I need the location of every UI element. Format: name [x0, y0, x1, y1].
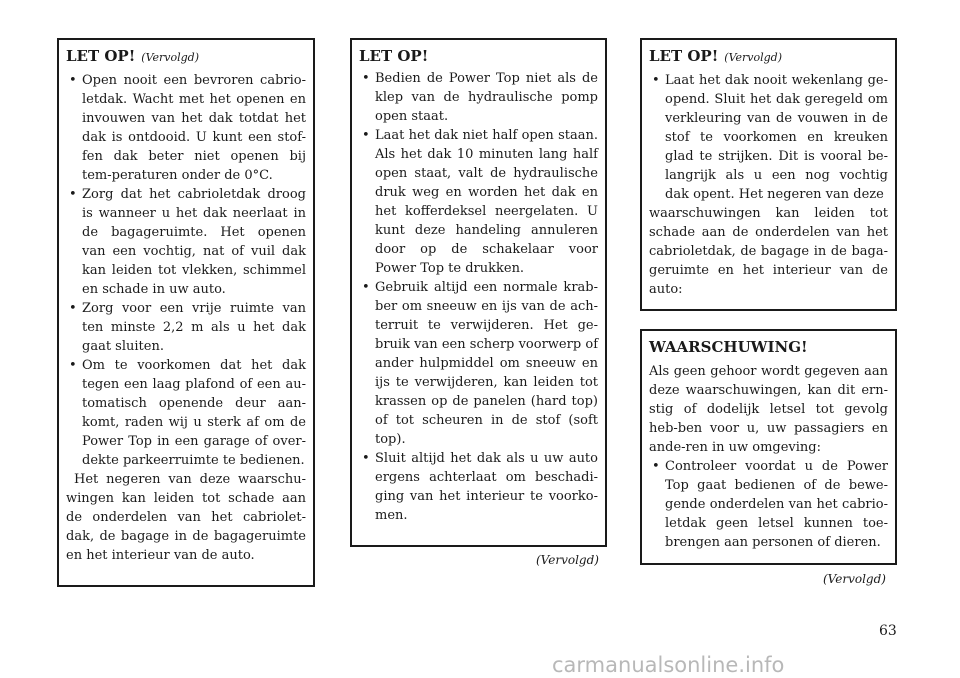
caution-box-col3	[640, 38, 897, 311]
caution-title-text: LET OP!	[649, 47, 719, 65]
continued-note: (Vervolgd)	[823, 572, 886, 586]
continued-label: (Vervolgd)	[724, 51, 783, 64]
caution-item: • Zorg dat het cabrioletdak droog is wanneer u het dak neerlaat in de bagageruimte. Het openen van een vochtig, nat of vuil dak kan leiden tot vlekken, schimmel en schade in uw auto.	[66, 185, 306, 299]
caution-title	[649, 46, 888, 68]
caution-item: • Open nooit een bevroren cabrio-letdak. Wacht met het openen en invouwen van het dak totdat het dak is ontdooid. U kunt een stof-fen dak beter niet openen bij tem-peraturen onder de 0°C.	[66, 71, 306, 185]
warning-title: WAARSCHUWING!	[649, 338, 808, 356]
caution-list	[649, 71, 888, 204]
caution-item: • Laat het dak nooit wekenlang ge-opend. Sluit het dak geregeld om verkleuring van de vouwen in de stof te voorkomen en kreuken glad te strijken. Dit is vooral be-langrijk als u een nog vochtig dak opent. Het negeren van deze	[649, 71, 888, 204]
page-number: 63	[879, 623, 897, 639]
caution-item: • Bedien de Power Top niet als de klep van de hydraulische pomp open staat.	[359, 69, 598, 126]
caution-title: LET OP!	[359, 47, 429, 65]
caution-box-col1	[57, 38, 315, 587]
caution-title	[66, 46, 306, 68]
caution-list	[66, 71, 306, 470]
caution-paragraph: waarschuwingen kan leiden tot schade aan de onderdelen van het cabrioletdak, de bagage in de baga-geruimte en het interieur van de auto:	[649, 206, 888, 297]
caution-item: • Laat het dak niet half open staan. Als het dak 10 minuten lang half open staat, valt de hydraulische druk weg en worden het dak en het kofferdeksel neergelaten. U kunt deze handeling annuleren door op de schakelaar voor Power Top te drukken.	[359, 126, 598, 278]
caution-item: • Om te voorkomen dat het dak tegen een laag plafond of een au-tomatisch openende deur aan-komt, raden wij u sterk af om de Power Top in een garage of over-dekte parkeerruimte te bedienen.	[66, 356, 306, 470]
warning-list	[649, 457, 888, 552]
continued-label: (Vervolgd)	[141, 51, 200, 64]
continued-note: (Vervolgd)	[536, 553, 599, 567]
caution-item: • Sluit altijd het dak als u uw auto ergens achterlaat om beschadi-ging van het interieur te voorko-men.	[359, 449, 598, 525]
caution-paragraph: Het negeren van deze waarschu-wingen kan leiden tot schade aan de onderdelen van het cabriolet-dak, de bagage in de bagageruimte en het interieur van de auto.	[66, 472, 306, 563]
warning-item: • Controleer voordat u de Power Top gaat bedienen of de bewe-gende onderdelen van het cabrio-letdak geen letsel kunnen toe-brengen aan personen of dieren.	[649, 457, 888, 552]
caution-title-text: LET OP!	[66, 47, 136, 65]
watermark-link[interactable]: carmanualsonline.info	[552, 653, 785, 677]
caution-box-col2	[350, 38, 607, 547]
caution-item: • Gebruik altijd een normale krab-ber om sneeuw en ijs van de ach-terruit te verwijderen. Het ge-bruik van een scherp voorwerp of ander hulpmiddel om sneeuw en ijs te verwijderen, kan leiden tot krassen op de panelen (hard top) of tot scheuren in de stof (soft top).	[359, 278, 598, 449]
warning-box	[640, 329, 897, 565]
caution-item: • Zorg voor een vrije ruimte van ten minste 2,2 m als u het dak gaat sluiten.	[66, 299, 306, 356]
warning-paragraph: Als geen gehoor wordt gegeven aan deze waarschuwingen, kan dit ern-stig of dodelijk letsel tot gevolg heb-ben voor u, uw passagiers en ande-ren in uw omgeving:	[649, 364, 888, 455]
caution-list	[359, 69, 598, 525]
